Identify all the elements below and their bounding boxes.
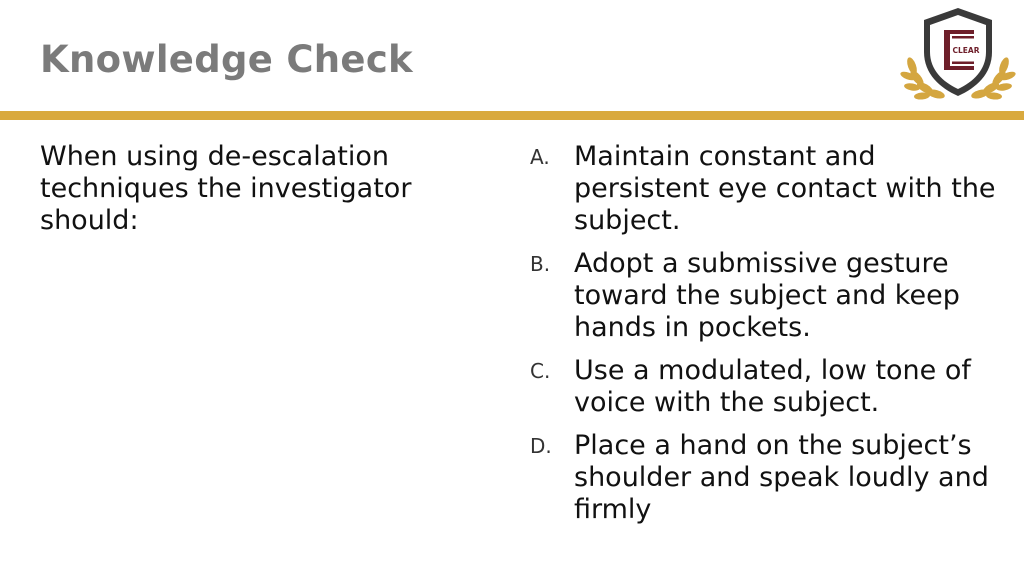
option-text: Use a modulated, low tone of voice with the subject. [574,355,971,418]
answer-option-a [530,141,1000,237]
answer-options-list [530,141,1000,537]
option-text: Place a hand on the subject’s shoulder and speak loudly and firmly [574,430,989,525]
accent-divider [0,111,1024,120]
question-text: When using de-escalation techniques the investigator should: [40,141,412,236]
option-text: Adopt a submissive gesture toward the subject and keep hands in pockets. [574,248,960,343]
option-letter: A. [530,145,550,169]
clear-logo-icon [900,4,1016,108]
logo-text: CLEAR [952,46,980,55]
slide-title: Knowledge Check [40,38,413,81]
option-letter: C. [530,359,551,383]
option-letter: B. [530,252,551,276]
answer-option-c [530,355,1000,419]
option-text: Maintain constant and persistent eye contact with the subject. [574,141,996,236]
answer-option-d [530,430,1000,526]
answer-option-b [530,248,1000,344]
option-letter: D. [530,434,552,458]
